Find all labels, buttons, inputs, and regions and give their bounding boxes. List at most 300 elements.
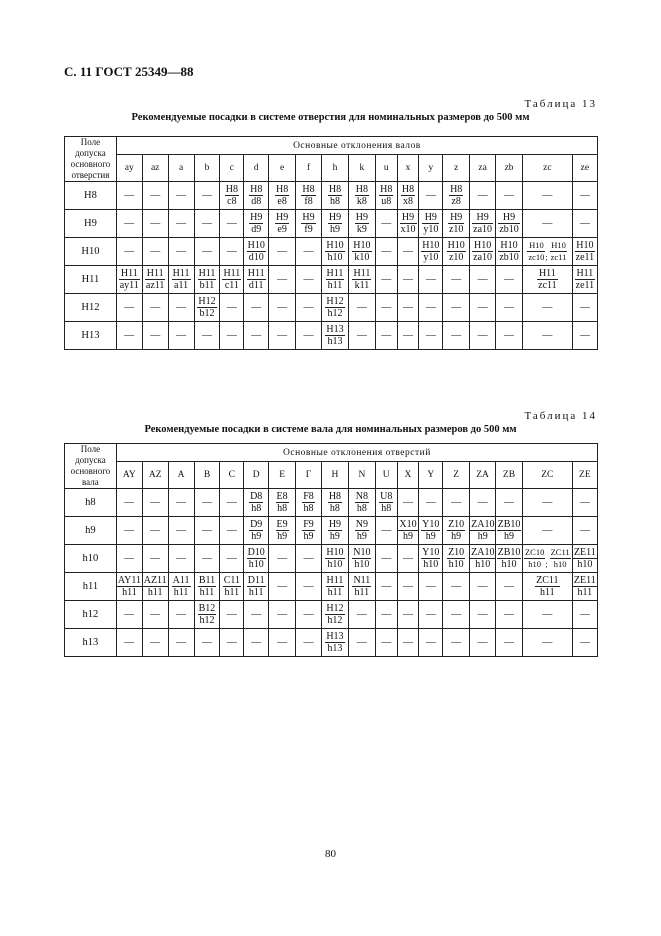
empty-cell: —: [496, 573, 523, 601]
fit-fraction: $\frac{H11}{b11}$: [198, 268, 216, 291]
empty-cell: —: [142, 629, 168, 657]
fit-fraction: $\frac{H10}{h10}$: [326, 547, 344, 570]
fit-fraction: $\frac{N11}{h11}$: [353, 575, 371, 598]
fit-fraction: $\frac{H12}{h12}$: [326, 296, 344, 319]
row-header: Поле допуска основного отверстия: [65, 137, 117, 182]
fit-cell: [375, 489, 397, 517]
fit-fraction: $\frac{H11}{zc11}$: [538, 268, 557, 291]
fit-fraction: $\frac{H11}{h11}$: [326, 268, 344, 291]
fit-fraction: $\frac{ZA10}{h10}$: [471, 547, 495, 570]
empty-cell: —: [470, 322, 496, 350]
empty-cell: —: [244, 601, 269, 629]
fit-cell: [348, 210, 375, 238]
empty-cell: —: [397, 629, 419, 657]
empty-cell: —: [244, 294, 269, 322]
row-header: Поле допуска основного вала: [65, 444, 117, 489]
empty-cell: —: [116, 489, 142, 517]
fit-cell: [522, 573, 572, 601]
fit-cell: [244, 238, 269, 266]
fit-fraction: $\frac{ZB10}{h10}$: [497, 547, 521, 570]
fit-cell: [470, 517, 496, 545]
empty-cell: —: [523, 294, 573, 322]
fit-cell: [168, 266, 194, 294]
empty-cell: —: [397, 573, 419, 601]
empty-cell: —: [168, 489, 194, 517]
fit-cell: [321, 601, 348, 629]
fit-fraction: $\frac{H10}{k10}$: [353, 240, 371, 263]
empty-cell: —: [269, 601, 296, 629]
column-header: ay: [116, 155, 142, 182]
empty-cell: —: [419, 322, 443, 350]
fit-cell: [419, 210, 443, 238]
fit-cell: [220, 573, 244, 601]
fit-fraction: $\frac{B11}{h11}$: [198, 575, 216, 598]
fit-cell: [194, 266, 220, 294]
fit-cell: [296, 517, 322, 545]
table-row: [65, 182, 598, 210]
empty-cell: —: [419, 573, 443, 601]
row-label: H13: [65, 322, 117, 350]
empty-cell: —: [116, 629, 142, 657]
empty-cell: —: [220, 601, 244, 629]
empty-cell: —: [116, 545, 142, 573]
fit-fraction: $\frac{H11}{ze11}$: [575, 268, 595, 291]
empty-cell: —: [142, 210, 168, 238]
fit-fraction: $\frac{H11}{d11}$: [247, 268, 265, 291]
empty-cell: —: [348, 601, 375, 629]
table-14: [64, 443, 598, 657]
fit-cell: [269, 489, 296, 517]
fit-cell: [244, 489, 269, 517]
empty-cell: —: [572, 629, 597, 657]
fit-cell: [443, 545, 470, 573]
fit-cell: [443, 182, 470, 210]
empty-cell: —: [244, 322, 269, 350]
fit-fraction: $\frac{H9}{y10}$: [423, 212, 439, 235]
empty-cell: —: [397, 238, 419, 266]
empty-cell: —: [496, 629, 523, 657]
empty-cell: —: [375, 545, 397, 573]
column-header: ZC: [522, 462, 572, 489]
fit-cell: [244, 573, 269, 601]
row-label: h8: [65, 489, 117, 517]
fit-cell: [220, 266, 244, 294]
fit-fraction: $\frac{H9}{za10}$: [473, 212, 493, 235]
fit-fraction: $\frac{H9}{k9}$: [355, 212, 369, 235]
fit-cell: [244, 182, 269, 210]
empty-cell: —: [572, 210, 597, 238]
fit-cell: [322, 210, 349, 238]
empty-cell: —: [375, 294, 397, 322]
fit-fraction: $\frac{H12}{b12}$: [198, 296, 216, 319]
empty-cell: —: [194, 322, 220, 350]
fit-fraction: $\frac{H10}{zc11}$: [550, 240, 567, 262]
column-header: z: [443, 155, 470, 182]
fit-cell: [116, 573, 142, 601]
fit-cell: [244, 266, 269, 294]
column-header: x: [397, 155, 419, 182]
fit-fraction: $\frac{H10}{zc10}$: [528, 240, 545, 262]
empty-cell: —: [470, 266, 496, 294]
fit-fraction: $\frac{H9}{e9}$: [276, 212, 289, 235]
table-row: [65, 489, 598, 517]
fit-fraction: $\frac{H10}{ze11}$: [575, 240, 595, 263]
table-row: [65, 545, 598, 573]
fit-cell: [348, 238, 375, 266]
fit-cell: [194, 601, 220, 629]
fit-cell: [348, 182, 375, 210]
fit-cell: [572, 238, 597, 266]
column-header: e: [269, 155, 296, 182]
empty-cell: —: [397, 489, 419, 517]
empty-cell: —: [142, 182, 168, 210]
fit-fraction: $\frac{U8}{h8}$: [380, 491, 393, 514]
empty-cell: —: [269, 629, 296, 657]
empty-cell: —: [116, 601, 142, 629]
empty-cell: —: [443, 294, 470, 322]
row-label: H9: [65, 210, 117, 238]
empty-cell: —: [397, 322, 419, 350]
table-row: [65, 573, 598, 601]
fit-fraction: $\frac{ZB10}{h9}$: [497, 519, 521, 542]
empty-cell: —: [470, 629, 496, 657]
fit-cell: [296, 182, 322, 210]
empty-cell: —: [496, 266, 523, 294]
empty-cell: —: [470, 573, 496, 601]
empty-cell: —: [572, 517, 597, 545]
empty-cell: —: [375, 238, 397, 266]
fit-cell: [142, 266, 168, 294]
fit-fraction: $\frac{E9}{h9}$: [276, 519, 288, 542]
row-label: H11: [65, 266, 117, 294]
empty-cell: —: [572, 322, 597, 350]
empty-cell: —: [194, 182, 220, 210]
empty-cell: —: [572, 489, 597, 517]
fit-fraction: $\frac{H8}{e8}$: [276, 184, 289, 207]
fit-cell: [443, 238, 470, 266]
empty-cell: —: [296, 238, 322, 266]
empty-cell: —: [194, 489, 220, 517]
fit-cell: $\frac{H10}{zc10}$ ; $\frac{H10}{zc11}$: [523, 238, 573, 266]
column-header: zc: [523, 155, 573, 182]
empty-cell: —: [168, 210, 194, 238]
fit-fraction: $\frac{H10}{z10}$: [447, 240, 465, 263]
empty-cell: —: [375, 517, 397, 545]
table-row: [65, 266, 598, 294]
fit-cell: [348, 266, 375, 294]
column-header: f: [296, 155, 322, 182]
column-header: ZB: [496, 462, 523, 489]
table-row: [65, 322, 598, 350]
column-header: X: [397, 462, 419, 489]
empty-cell: —: [194, 210, 220, 238]
row-label: H12: [65, 294, 117, 322]
fit-cell: [220, 182, 244, 210]
empty-cell: —: [496, 601, 523, 629]
column-header: E: [269, 462, 296, 489]
empty-cell: —: [375, 322, 397, 350]
fit-fraction: $\frac{H9}{zb10}$: [499, 212, 519, 235]
empty-cell: —: [397, 266, 419, 294]
fit-fraction: $\frac{AY11}{h11}$: [117, 575, 141, 598]
fit-fraction: $\frac{H11}{a11}$: [172, 268, 190, 291]
fit-fraction: $\frac{H12}{h12}$: [326, 603, 344, 626]
fit-fraction: $\frac{H8}{h8}$: [328, 184, 342, 207]
empty-cell: —: [419, 182, 443, 210]
empty-cell: —: [116, 238, 142, 266]
empty-cell: —: [375, 573, 397, 601]
row-label: h12: [65, 601, 117, 629]
column-header: h: [322, 155, 349, 182]
column-header: U: [375, 462, 397, 489]
fit-fraction: $\frac{H8}{k8}$: [355, 184, 369, 207]
fit-cell: [496, 238, 523, 266]
fit-fraction: $\frac{E8}{h8}$: [276, 491, 288, 514]
empty-cell: —: [348, 294, 375, 322]
empty-cell: —: [269, 573, 296, 601]
fit-fraction: $\frac{ZA10}{h9}$: [471, 519, 495, 542]
fit-cell: [321, 629, 348, 657]
table-14-title: Рекомендуемые посадки в системе вала для номинальных размеров до 500 мм: [144, 424, 517, 435]
fit-cell: [348, 517, 375, 545]
empty-cell: —: [269, 322, 296, 350]
column-header: k: [348, 155, 375, 182]
empty-cell: —: [296, 545, 322, 573]
fit-cell: [116, 266, 142, 294]
empty-cell: —: [116, 210, 142, 238]
fit-fraction: $\frac{H9}{x10}$: [400, 212, 416, 235]
empty-cell: —: [116, 182, 142, 210]
empty-cell: —: [168, 322, 194, 350]
fit-cell: [397, 517, 419, 545]
column-header: ZE: [572, 462, 597, 489]
fit-fraction: $\frac{H13}{h13}$: [326, 631, 344, 654]
empty-cell: —: [269, 238, 296, 266]
fit-cell: [321, 489, 348, 517]
column-header: H: [321, 462, 348, 489]
empty-cell: —: [168, 238, 194, 266]
fit-fraction: $\frac{H10}{h10}$: [326, 240, 344, 263]
fit-cell: [321, 573, 348, 601]
column-header: b: [194, 155, 220, 182]
fit-fraction: $\frac{H11}{k11}$: [353, 268, 371, 291]
empty-cell: —: [296, 322, 322, 350]
empty-cell: —: [220, 489, 244, 517]
empty-cell: —: [194, 629, 220, 657]
fit-fraction: $\frac{F9}{h9}$: [303, 519, 314, 542]
empty-cell: —: [220, 294, 244, 322]
fit-fraction: $\frac{H11}{c11}$: [223, 268, 241, 291]
empty-cell: —: [220, 545, 244, 573]
empty-cell: —: [296, 294, 322, 322]
empty-cell: —: [522, 601, 572, 629]
fit-cell: [348, 573, 375, 601]
table-14-number: Таблица 14: [524, 410, 597, 422]
empty-cell: —: [470, 182, 496, 210]
empty-cell: —: [397, 601, 419, 629]
fit-cell: [496, 210, 523, 238]
column-header: C: [220, 462, 244, 489]
column-header: d: [244, 155, 269, 182]
empty-cell: —: [523, 210, 573, 238]
table-row: [65, 238, 598, 266]
column-header: a: [168, 155, 194, 182]
column-header: AY: [116, 462, 142, 489]
fit-fraction: $\frac{H8}{f8}$: [302, 184, 315, 207]
fit-fraction: $\frac{H13}{h13}$: [326, 324, 344, 347]
empty-cell: —: [397, 545, 419, 573]
empty-cell: —: [194, 545, 220, 573]
fit-fraction: $\frac{ZC11}{h11}$: [536, 575, 559, 598]
column-header: Y: [419, 462, 443, 489]
fit-fraction: $\frac{Z10}{h9}$: [448, 519, 465, 542]
empty-cell: —: [194, 517, 220, 545]
fit-cell: [397, 182, 419, 210]
fit-fraction: $\frac{D10}{h10}$: [247, 547, 265, 570]
fit-cell: [194, 294, 220, 322]
column-header: AZ: [142, 462, 168, 489]
fit-fraction: $\frac{Z10}{h10}$: [448, 547, 465, 570]
column-header: u: [375, 155, 397, 182]
empty-cell: —: [142, 545, 168, 573]
fit-fraction: $\frac{N9}{h9}$: [355, 519, 368, 542]
fit-cell: [496, 517, 523, 545]
column-header: N: [348, 462, 375, 489]
empty-cell: —: [116, 322, 142, 350]
empty-cell: —: [348, 322, 375, 350]
fit-fraction: $\frac{H9}{h9}$: [328, 212, 342, 235]
empty-cell: —: [419, 489, 443, 517]
fit-cell: [321, 517, 348, 545]
empty-cell: —: [168, 517, 194, 545]
empty-cell: —: [296, 601, 322, 629]
fit-cell: [244, 517, 269, 545]
empty-cell: —: [168, 629, 194, 657]
empty-cell: —: [269, 545, 296, 573]
empty-cell: —: [496, 489, 523, 517]
fit-cell: [572, 545, 597, 573]
fit-cell: [244, 210, 269, 238]
column-header: A: [168, 462, 194, 489]
page-number: 80: [325, 848, 336, 860]
empty-cell: —: [296, 266, 322, 294]
row-label: h10: [65, 545, 117, 573]
fit-fraction: $\frac{H10}{d10}$: [247, 240, 265, 263]
row-label: h13: [65, 629, 117, 657]
table-13-number: Таблица 13: [524, 98, 597, 110]
column-header: zb: [496, 155, 523, 182]
fit-fraction: $\frac{AZ11}{h11}$: [143, 575, 167, 598]
fit-cell: [348, 545, 375, 573]
fit-fraction: $\frac{ZC10}{h10}$: [524, 547, 545, 569]
empty-cell: —: [142, 322, 168, 350]
column-header: D: [244, 462, 269, 489]
fit-fraction: $\frac{H11}{az11}$: [145, 268, 165, 291]
empty-cell: —: [220, 210, 244, 238]
table-13-title: Рекомендуемые посадки в системе отверстия для номинальных размеров до 500 мм: [131, 112, 530, 123]
group-header: Основные отклонения отверстий: [116, 444, 597, 462]
empty-cell: —: [443, 573, 470, 601]
fit-fraction: $\frac{D11}{h11}$: [247, 575, 265, 598]
fit-cell: [470, 210, 496, 238]
fit-cell: [194, 573, 220, 601]
empty-cell: —: [419, 294, 443, 322]
fit-fraction: $\frac{H10}{y10}$: [422, 240, 440, 263]
row-label: h11: [65, 573, 117, 601]
empty-cell: —: [522, 517, 572, 545]
column-header: B: [194, 462, 220, 489]
empty-cell: —: [470, 294, 496, 322]
fit-fraction: $\frac{H8}{z8}$: [450, 184, 463, 207]
empty-cell: —: [220, 238, 244, 266]
fit-fraction: $\frac{H8}{c8}$: [225, 184, 238, 207]
fit-fraction: $\frac{H8}{x8}$: [401, 184, 415, 207]
empty-cell: —: [142, 238, 168, 266]
empty-cell: —: [443, 629, 470, 657]
fit-cell: [419, 545, 443, 573]
empty-cell: —: [443, 322, 470, 350]
empty-cell: —: [116, 517, 142, 545]
empty-cell: —: [168, 294, 194, 322]
column-header: Z: [443, 462, 470, 489]
row-label: H8: [65, 182, 117, 210]
fit-fraction: $\frac{H9}{d9}$: [250, 212, 263, 235]
fit-cell: [322, 182, 349, 210]
fit-fraction: $\frac{H9}{h9}$: [328, 519, 342, 542]
empty-cell: —: [220, 322, 244, 350]
fit-fraction: $\frac{H11}{ay11}$: [119, 268, 139, 291]
fit-cell: [348, 489, 375, 517]
fit-cell: [269, 517, 296, 545]
empty-cell: —: [168, 182, 194, 210]
empty-cell: —: [419, 266, 443, 294]
fit-fraction: $\frac{X10}{h9}$: [399, 519, 417, 542]
empty-cell: —: [220, 517, 244, 545]
column-header: Г: [296, 462, 322, 489]
fit-cell: [419, 517, 443, 545]
column-header: az: [142, 155, 168, 182]
column-header: ZA: [470, 462, 496, 489]
empty-cell: —: [375, 266, 397, 294]
empty-cell: —: [142, 517, 168, 545]
empty-cell: —: [443, 489, 470, 517]
fit-fraction: $\frac{D9}{h9}$: [250, 519, 263, 542]
fit-fraction: $\frac{ZE11}{h11}$: [573, 575, 596, 598]
fit-fraction: $\frac{H10}{zb10}$: [499, 240, 519, 263]
fit-cell: [443, 210, 470, 238]
fit-cell: [523, 266, 573, 294]
fit-cell: [572, 266, 597, 294]
empty-cell: —: [375, 629, 397, 657]
empty-cell: —: [142, 489, 168, 517]
row-label: H10: [65, 238, 117, 266]
fit-fraction: $\frac{H8}{h8}$: [328, 491, 342, 514]
empty-cell: —: [572, 294, 597, 322]
table-row: [65, 629, 598, 657]
empty-cell: —: [496, 182, 523, 210]
fit-cell: [496, 545, 523, 573]
table-row: [65, 517, 598, 545]
fit-fraction: $\frac{B12}{h12}$: [198, 603, 216, 626]
fit-cell: [322, 266, 349, 294]
fit-fraction: $\frac{ZC11}{h10}$: [550, 547, 570, 569]
table-13: [64, 136, 598, 350]
fit-fraction: $\frac{D8}{h8}$: [250, 491, 263, 514]
empty-cell: —: [496, 322, 523, 350]
empty-cell: —: [375, 210, 397, 238]
fit-cell: [296, 489, 322, 517]
fit-fraction: $\frac{Y10}{h10}$: [422, 547, 440, 570]
